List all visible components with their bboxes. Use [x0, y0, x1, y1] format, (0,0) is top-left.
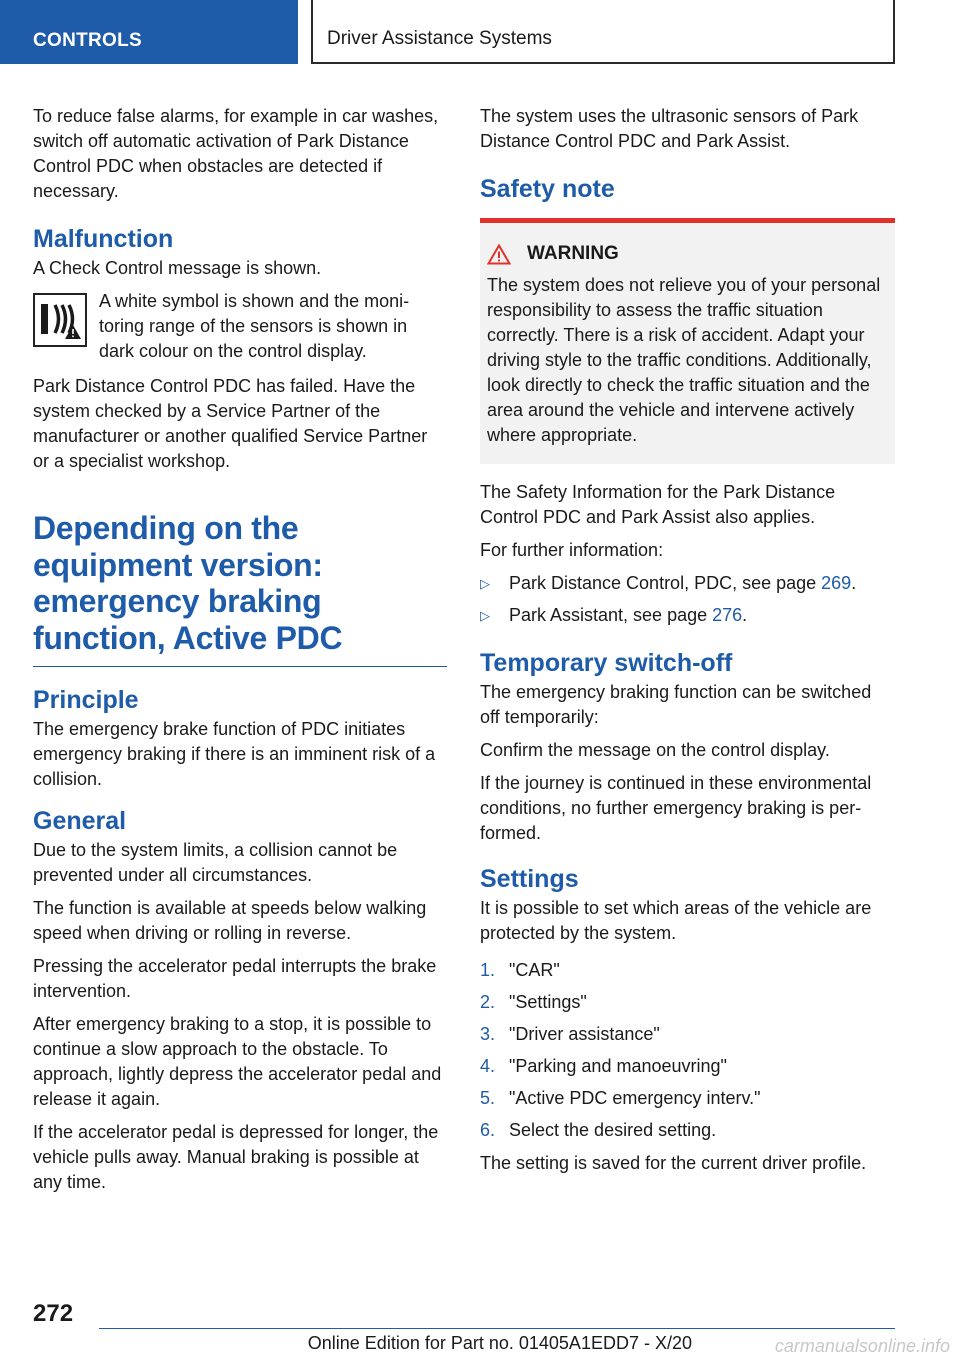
general-paragraph-2: The function is available at speeds below walking speed when driving or rolling in reverse.	[33, 898, 427, 943]
general-heading: General	[33, 807, 127, 835]
general-paragraph-3: Pressing the accelerator pedal interrupts the brake intervention.	[33, 956, 437, 1001]
chapter-header	[311, 0, 895, 64]
malfunction-message: A Check Control message is shown.	[33, 258, 322, 278]
bullet-triangle-icon: ▷	[480, 608, 490, 623]
symbol-description: A white symbol is shown and the monitoring range of the sensors is shown in dark colour on the control display.	[99, 291, 410, 361]
principle-paragraph: The emergency brake function of PDC initiates emergency braking if there is an imminent risk of a collision.	[33, 719, 436, 789]
safety-heading: Safety note	[480, 175, 615, 203]
left-column	[33, 104, 447, 1203]
main-section-heading: Depending on the equipment version: emergency braking function, Active PDC	[33, 510, 447, 667]
chapter-title: Driver Assistance Systems	[327, 28, 552, 49]
safety-info-paragraph: The Safety Information for the Park Distance Control PDC and Park Assist also applies.	[480, 482, 836, 527]
section-label: CONTROLS	[33, 30, 143, 51]
list-item: 2. "Settings"	[480, 992, 587, 1012]
section-tab[interactable]	[0, 0, 298, 64]
malfunction-detail: Park Distance Control PDC has failed. Have the system checked by a Service Partner of the manufacturer or another qualified Service Partner or a specialist workshop.	[33, 376, 428, 471]
malfunction-heading: Malfunction	[33, 225, 174, 253]
page-link[interactable]: 269	[821, 573, 852, 593]
temp-paragraph-2: Confirm the message on the control display.	[480, 740, 830, 760]
warning-title: WARNING	[527, 243, 619, 264]
footer-divider	[99, 1328, 895, 1329]
list-item: 6. Select the desired setting.	[480, 1120, 717, 1140]
list-item: 1. "CAR"	[480, 960, 560, 980]
warning-header	[487, 243, 888, 265]
general-paragraph-1: Due to the system limits, a collision cannot be prevented under all circumstances.	[33, 840, 398, 885]
settings-end-paragraph: The setting is saved for the current driver profile.	[480, 1153, 867, 1173]
warning-triangle-icon	[487, 244, 511, 265]
intro-paragraph: To reduce false alarms, for example in car washes, switch off automatic activation of Park Distance Control PDC when obstacles are detected if necessary.	[33, 106, 439, 201]
bullet-triangle-icon: ▷	[480, 576, 490, 591]
warning-box	[480, 218, 895, 464]
list-item: 4. "Parking and manoeuvring"	[480, 1056, 727, 1076]
settings-heading: Settings	[480, 865, 579, 893]
right-column	[480, 104, 895, 1184]
list-item: ▷ Park Assistant, see page 276.	[480, 603, 895, 628]
warning-text: The system does not relieve you of your personal responsibility to assess the traffic situation correctly. There is a risk of accident. Adapt your driving style to the traffic conditions. Additionally, look directly to check the traffic situation and the area around the vehicle and intervene actively where appropriate.	[487, 275, 881, 445]
settings-paragraph: It is possible to set which areas of the vehicle are protected by the system.	[480, 898, 872, 943]
list-item: 5. "Active PDC emergency interv."	[480, 1088, 761, 1108]
right-intro: The system uses the ultrasonic sensors of Park Distance Control PDC and Park Assist.	[480, 106, 859, 151]
footer-edition: Online Edition for Part no. 01405A1EDD7 - X/20	[307, 1333, 692, 1353]
list-item: 3. "Driver assistance"	[480, 1024, 660, 1044]
page-number: 272	[33, 1300, 74, 1327]
pdc-malfunction-icon	[33, 293, 87, 347]
list-item: ▷ Park Distance Control, PDC, see page 269.	[480, 571, 895, 596]
temp-paragraph-3: If the journey is continued in these environmental conditions, no further emergency braking is performed.	[480, 773, 872, 843]
general-paragraph-4: After emergency braking to a stop, it is possible to continue a slow approach to the obstacle. To approach, lightly depress the accelerator pedal and release it again.	[33, 1014, 442, 1109]
general-paragraph-5: If the accelerator pedal is depressed for longer, the vehicle pulls away. Manual braking is possible at any time.	[33, 1122, 439, 1192]
page-link[interactable]: 276	[712, 605, 743, 625]
temp-paragraph-1: The emergency braking function can be switched off temporarily:	[480, 682, 872, 727]
further-info-label: For further information:	[480, 540, 664, 560]
watermark: carmanualsonline.info	[774, 1336, 950, 1356]
malfunction-symbol-row	[33, 289, 447, 364]
temporary-switch-off-heading: Temporary switch-off	[480, 649, 733, 677]
principle-heading: Principle	[33, 686, 139, 714]
